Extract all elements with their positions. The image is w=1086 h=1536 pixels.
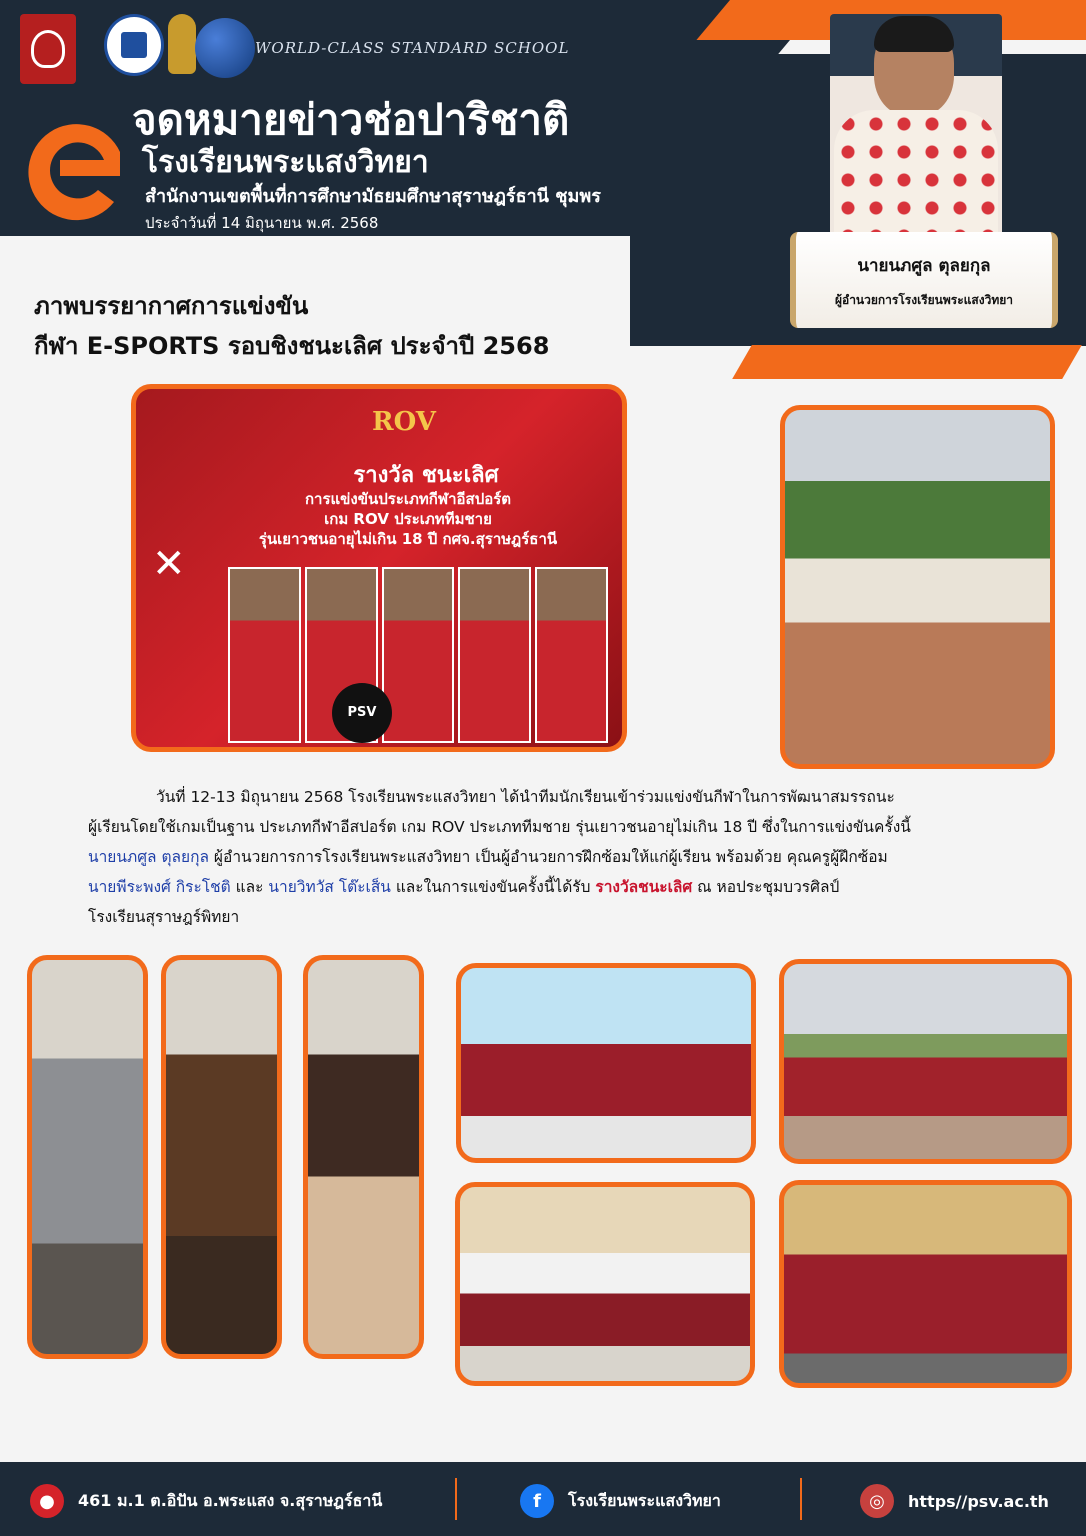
award-mention: รางวัลชนะเลิศ: [595, 878, 693, 896]
footer-website[interactable]: [860, 1484, 1049, 1518]
photo-award-presentation: [780, 405, 1055, 769]
education-office: สำนักงานเขตพื้นที่การศึกษามัธยมศึกษาสุราษฎร์ธานี ชุมพร: [145, 186, 601, 207]
headline-line-2: กีฬา E-SPORTS รอบชิงชนะเลิศ ประจำปี 2568: [34, 332, 550, 360]
facebook-text[interactable]: โรงเรียนพระแสงวิทยา: [568, 1490, 721, 1510]
director-panel-accent: [732, 345, 1082, 379]
director-name-mention: นายนภศูล ตุลยกุล: [88, 848, 209, 866]
director-hair: [874, 16, 954, 52]
footer-facebook[interactable]: [520, 1484, 721, 1518]
director-nameplate: [790, 232, 1058, 328]
map-pin-icon: ●: [30, 1484, 64, 1518]
school-name: โรงเรียนพระแสงวิทยา: [142, 145, 429, 180]
world-class-label: WORLD-CLASS STANDARD SCHOOL: [255, 39, 570, 57]
article-line-3-text: ผู้อำนวยการการโรงเรียนพระแสงวิทยา เป็นผู้อำนวยการฝึกซ้อมให้แก่ผู้เรียน พร้อมด้วย คุณครูผู้ฝึกซ้อม: [209, 848, 888, 866]
footer-address: [30, 1484, 382, 1518]
award-poster: [131, 384, 627, 752]
facebook-icon[interactable]: f: [520, 1484, 554, 1518]
director-shirt: [834, 110, 998, 236]
player-photo: [458, 567, 531, 743]
coach-name-1: นายพีระพงศ์ กิระโชติ: [88, 878, 231, 896]
poster-description: [228, 489, 588, 549]
player-photo: [535, 567, 608, 743]
address-text: 461 ม.1 ต.อิปัน อ.พระแสง จ.สุราษฎร์ธานี: [78, 1490, 383, 1510]
article-line-4: [88, 872, 1038, 902]
photo-team-group: [779, 959, 1072, 1164]
footer: [0, 1462, 1086, 1536]
article-body: [88, 782, 1038, 932]
article-line-3: [88, 842, 1038, 872]
poster-line-2: เกม ROV ประเภททีมชาย: [324, 510, 492, 528]
photo-teacher-1: [27, 955, 148, 1359]
director-photo: [830, 14, 1002, 236]
photo-teacher-3: [303, 955, 424, 1359]
newsletter-title: จดหมายข่าวช่อปาริชาติ: [132, 95, 570, 144]
issue-date: ประจำวันที่ 14 มิถุนายน พ.ศ. 2568: [145, 214, 379, 232]
player-photo: [228, 567, 301, 743]
director-role: ผู้อำนวยการโรงเรียนพระแสงวิทยา: [834, 293, 1014, 307]
director-name: นายนภศูล ตุลยกุล: [857, 256, 991, 276]
close-icon: ✕: [152, 541, 186, 587]
footer-divider: [800, 1478, 802, 1520]
player-photo: [382, 567, 455, 743]
photo-team-interview: [779, 1180, 1072, 1388]
headline: [34, 286, 549, 366]
world-class-globe-icon: [195, 18, 255, 78]
article-line-2: ผู้เรียนโดยใช้เกมเป็นฐาน ประเภทกีฬาอีสปอร์ต เกม ROV ประเภททีมชาย รุ่นเยาวชนอายุไม่เกิน 18 ปี ซึ่งในการแข่งขันครั้งนี้: [88, 818, 911, 836]
article-line-5: โรงเรียนสุราษฎร์พิทยา: [88, 908, 240, 926]
team-badge: PSV: [332, 683, 392, 743]
photo-competition-hall: [455, 1182, 755, 1386]
photo-stage-award: [456, 963, 756, 1163]
rov-logo: ROV: [372, 407, 436, 437]
photo-teacher-2: [161, 955, 282, 1359]
coach-name-2: นายวิทวัส โต๊ะเส็น: [268, 878, 391, 896]
quality-school-icon: [104, 14, 164, 76]
poster-award-title: รางวัล ชนะเลิศ: [353, 463, 499, 488]
globe-icon[interactable]: ◎: [860, 1484, 894, 1518]
player-photos: [228, 567, 608, 743]
newsletter-e-logo-icon: [22, 90, 132, 240]
article-mid-text: และในการแข่งขันครั้งนี้ได้รับ: [390, 878, 596, 896]
article-venue-text: ณ หอประชุมบวรศิลป์: [692, 878, 840, 896]
headline-line-1: ภาพบรรยากาศการแข่งขัน: [34, 292, 309, 320]
footer-divider: [455, 1478, 457, 1520]
school-crest-icon: [20, 14, 76, 84]
website-text[interactable]: https//psv.ac.th: [908, 1491, 1049, 1511]
article-and-text: และ: [230, 878, 269, 896]
poster-line-1: การแข่งขันประเภทกีฬาอีสปอร์ต: [304, 490, 512, 508]
article-line-1: วันที่ 12-13 มิถุนายน 2568 โรงเรียนพระแสงวิทยา ได้นำทีมนักเรียนเข้าร่วมแข่งขันกีฬาในการพัฒนาสมรรถนะ: [156, 788, 895, 806]
obec-seal-icon: [168, 14, 196, 74]
poster-line-3: รุ่นเยาวชนอายุไม่เกิน 18 ปี กศจ.สุราษฎร์ธานี: [258, 530, 558, 548]
